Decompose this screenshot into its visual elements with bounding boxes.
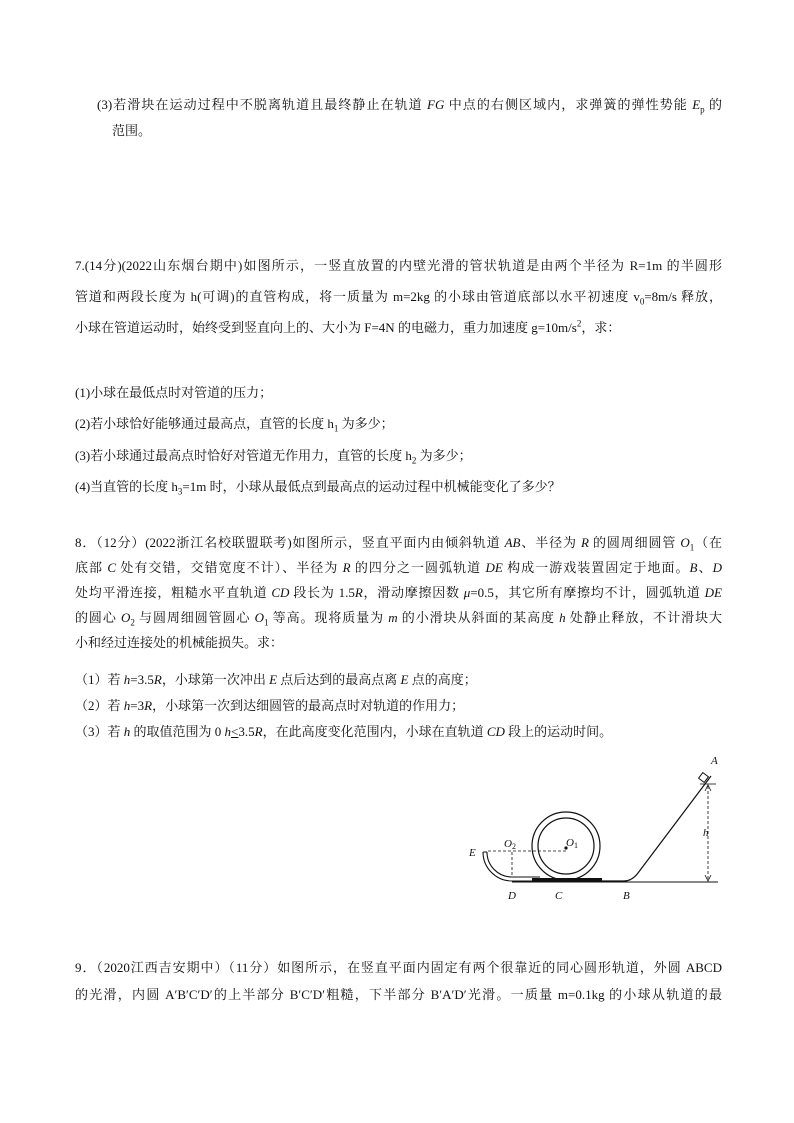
- text-segment: 处均平滑连接，粗糙水平直轨道: [75, 585, 272, 600]
- math-variable: D: [712, 560, 722, 575]
- text-segment: 8．（12分）(2022浙江名校联盟联考)如图所示，竖直平面内由倾斜轨道: [75, 535, 505, 550]
- math-variable: E: [269, 672, 278, 687]
- subscript: p: [700, 104, 705, 115]
- math-variable: h: [123, 672, 131, 687]
- text-segment: 点后达到的最高点离: [277, 672, 401, 687]
- text-segment: 底部: [75, 560, 108, 575]
- math-variable: R: [144, 698, 153, 713]
- text-segment: 的四分之一圆弧轨道: [350, 560, 486, 575]
- math-variable: O: [120, 610, 131, 625]
- text-segment: (2)若小球恰好能够通过最高点，直管的长度 h: [75, 416, 334, 431]
- math-variable: AB: [504, 535, 521, 550]
- math-variable: R: [254, 724, 263, 739]
- label-c: C: [555, 890, 563, 902]
- math-variable: FG: [427, 97, 445, 112]
- subscript: 1: [263, 617, 269, 628]
- text-segment: 管道和两段长度为 h(可调)的直管构成，将一质量为 m=2kg 的小球由管道底部以水平初速度 v: [75, 289, 640, 304]
- subscript: 2: [411, 455, 417, 466]
- arc-de-inner: [487, 852, 512, 877]
- math-variable: m: [388, 610, 398, 625]
- text-segment: 中点的右侧区域内，求弹簧的弹性势能: [444, 97, 693, 112]
- text-segment: 的光滑，内圆 A′B′C′D′的上半部分 B′C′D′粗糙，下半部分 B′A′D′光滑。一质量 m=0.1kg 的小球从轨道的最: [75, 987, 722, 1002]
- text-segment: 小球在管道运动时，始终受到竖直向上的、大小为 F=4N 的电磁力，重力加速度 g=10m/s: [75, 320, 577, 335]
- math-variable: h: [559, 610, 566, 625]
- math-variable: CD: [486, 724, 505, 739]
- label-h: h: [703, 827, 709, 839]
- label-d: D: [508, 890, 516, 902]
- text-segment: 的: [704, 97, 722, 112]
- text-segment: =0.5，其它所有摩擦均不计，圆弧轨道: [470, 585, 705, 600]
- math-variable: CD: [271, 585, 290, 600]
- math-variable: DE: [704, 585, 722, 600]
- math-variable: R: [580, 535, 589, 550]
- text-segment: （3）若: [75, 724, 124, 739]
- text-segment: ，滑动摩擦因数: [362, 585, 464, 600]
- math-variable: E: [400, 672, 409, 687]
- math-variable: h: [123, 724, 131, 739]
- text-segment: （在: [694, 535, 722, 550]
- label-a: A: [711, 755, 718, 767]
- text-segment: ，在此高度变化范围内，小球在直轨道: [262, 724, 487, 739]
- math-variable: E: [692, 97, 701, 112]
- tube-base: [532, 878, 602, 882]
- text-segment: ，小球第一次冲出: [161, 672, 270, 687]
- text-segment: 7.(14分)(2022山东烟台期中)如图所示，一竖直放置的内壁光滑的管状轨道是由两个半径为 R=1m 的半圆形: [75, 258, 722, 273]
- text-segment: ，求：: [581, 320, 621, 335]
- text-segment: 处静止释放，不计滑块大: [565, 610, 722, 625]
- text-segment: 与圆周细圆管圆心: [134, 610, 255, 625]
- label-o2: O2: [504, 838, 516, 851]
- q9-stem-line2: [75, 986, 722, 1004]
- text-segment: 段上的运动时间。: [504, 724, 613, 739]
- text-segment: 段长为 1.5: [289, 585, 355, 600]
- text-segment: 3.5: [238, 724, 255, 739]
- text-segment: 的圆心: [75, 610, 121, 625]
- math-variable: h: [123, 698, 131, 713]
- math-variable: B: [689, 560, 698, 575]
- text-segment: 构成一游戏装置固定于地面。: [502, 560, 690, 575]
- math-variable: R: [153, 672, 162, 687]
- math-variable: h: [224, 724, 232, 739]
- text-segment: 为多少；: [338, 416, 394, 431]
- math-variable: DE: [485, 560, 503, 575]
- text-segment: 的取值范围为 0: [130, 724, 225, 739]
- text-segment: ，小球第一次到达细圆管的最高点时对轨道的作用力；: [152, 698, 465, 713]
- q9-stem-line1: [75, 959, 722, 977]
- text-segment: =1m 时，小球从最低点到最高点的运动过程中机械能变化了多少？: [182, 479, 561, 494]
- subscript: 1: [689, 542, 695, 553]
- text-segment: 范围。: [112, 123, 152, 138]
- math-variable: C: [107, 560, 117, 575]
- subscript: 0: [639, 296, 645, 307]
- text-segment: =3: [130, 698, 145, 713]
- text-segment: 的圆周细圆管: [588, 535, 681, 550]
- text-segment: (4)当直管的长度 h: [75, 479, 178, 494]
- math-variable: R: [342, 560, 351, 575]
- text-segment: (1)小球在最低点时对管道的压力；: [75, 385, 273, 400]
- label-b: B: [623, 890, 630, 902]
- math-variable: O: [680, 535, 690, 550]
- text-segment: =3.5: [130, 672, 154, 687]
- text-segment: 小和经过连接处的机械能损失。求：: [75, 635, 284, 650]
- label-e: E: [469, 847, 476, 859]
- text-segment: （1）若: [75, 672, 124, 687]
- subscript: 3: [177, 486, 183, 497]
- math-variable: μ: [463, 585, 471, 600]
- label-o1: O1: [566, 837, 578, 850]
- math-variable: O: [254, 610, 264, 625]
- text-segment: 、: [697, 560, 713, 575]
- math-variable: R: [354, 585, 363, 600]
- text-segment: 处有交错，交错宽度不计）、半径为: [116, 560, 343, 575]
- text-segment: 的小滑块从斜面的某高度: [397, 610, 560, 625]
- text-segment: (3)若小球通过最高点时恰好对管道无作用力，直管的长度 h: [75, 448, 412, 463]
- text-segment: 等高。现将质量为: [268, 610, 389, 625]
- text-segment: 点的高度；: [408, 672, 477, 687]
- text-segment: 9．（2020江西吉安期中）（11分）如图所示，在竖直平面内固定有两个很靠近的同心圆形轨道，外圆 ABCD: [75, 960, 722, 975]
- subscript: 1: [333, 423, 339, 434]
- text-segment: 、半径为: [520, 535, 581, 550]
- text-segment: 为多少；: [416, 448, 472, 463]
- text-segment: =8m/s 释放，: [644, 289, 722, 304]
- text-segment: (3)若滑块在运动过程中不脱离轨道且最终静止在轨道: [97, 97, 428, 112]
- text-segment: <: [231, 724, 239, 739]
- superscript: 2: [576, 318, 582, 329]
- subscript: 2: [130, 617, 135, 628]
- incline-ab: [600, 776, 711, 881]
- text-segment: （2）若: [75, 698, 124, 713]
